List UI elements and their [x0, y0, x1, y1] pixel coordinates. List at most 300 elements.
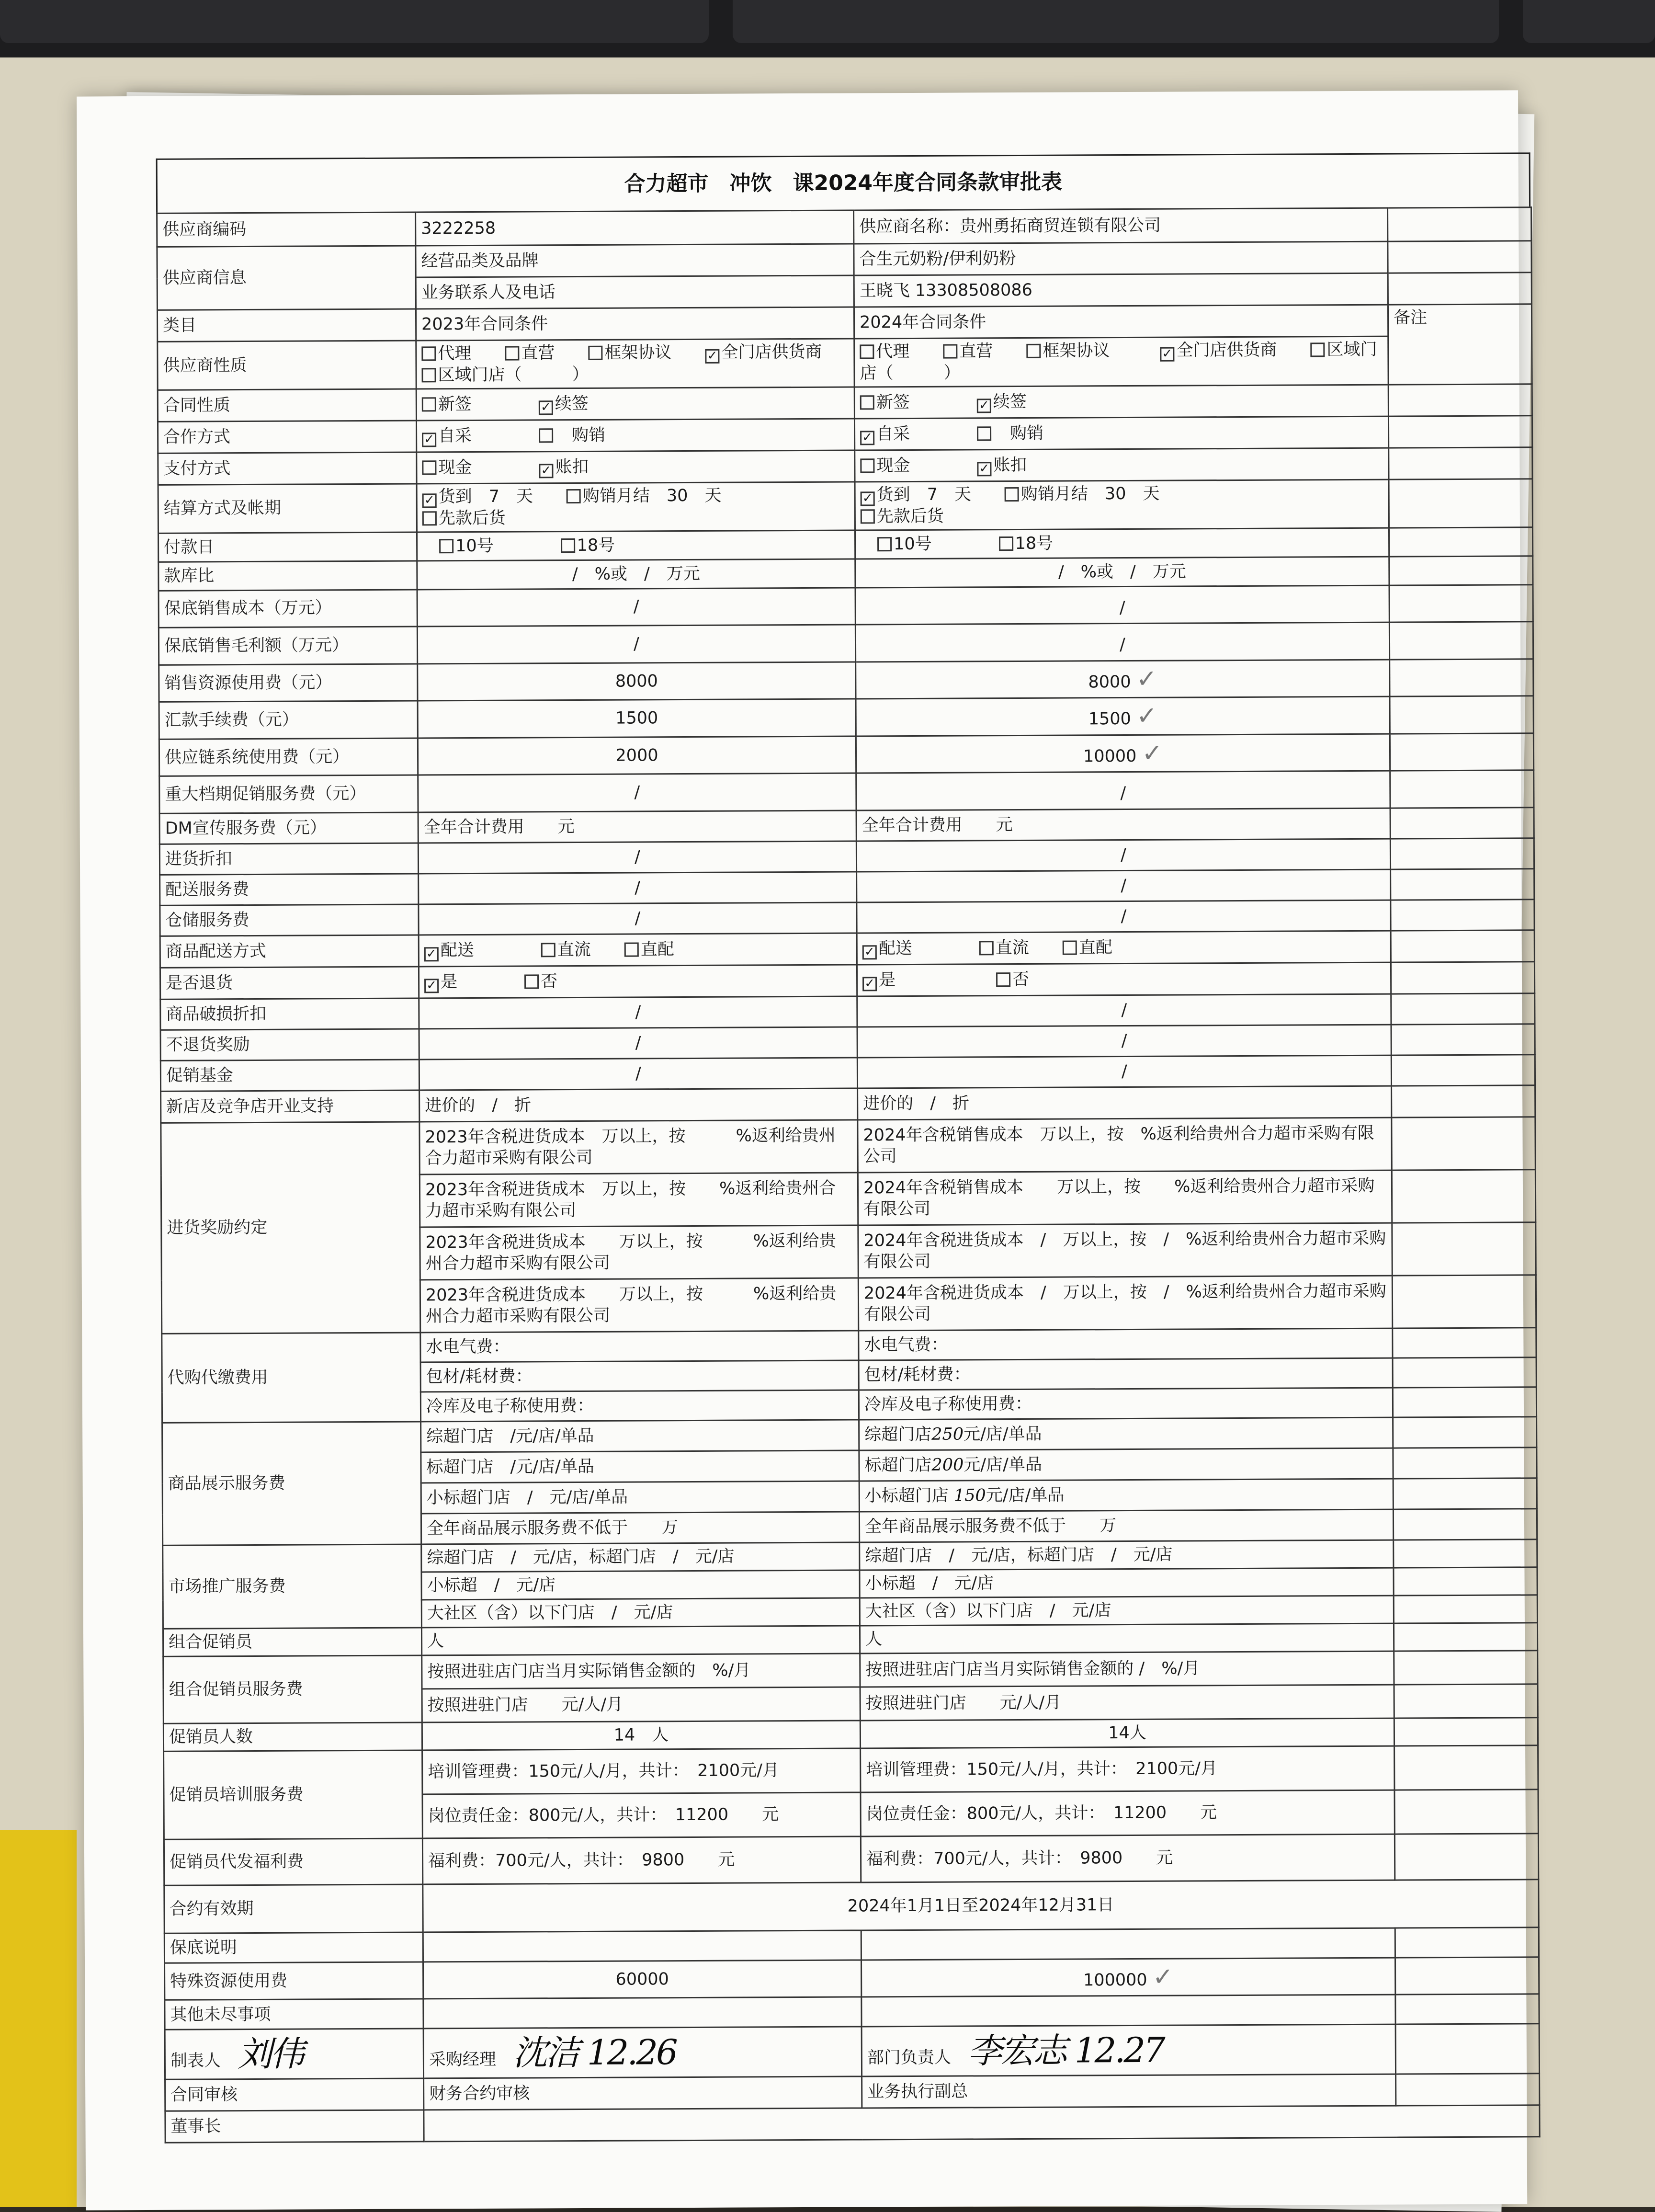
option-label: 全门店供货商: [1176, 341, 1277, 360]
checkbox[interactable]: [588, 346, 602, 360]
label-fee: 促销基金: [160, 1060, 419, 1091]
remark-cell: [1388, 416, 1532, 448]
header-2023: 2023年合同条件: [416, 307, 854, 341]
rebate-2023: 2023年含税进货成本 万以上，按 %返利给贵州合力超市采购有限公司: [419, 1120, 858, 1174]
checkbox[interactable]: [524, 974, 539, 989]
option-label: 直营: [521, 343, 555, 363]
row-returns: [160, 962, 1534, 1000]
value-2023: /: [418, 773, 856, 812]
checkbox[interactable]: [860, 458, 874, 473]
row-coop: [158, 416, 1532, 454]
option-label: 自采: [438, 426, 472, 445]
remark-cell: [1392, 1085, 1535, 1117]
remark-cell: [1395, 1957, 1539, 1995]
option-label: 现金: [438, 458, 472, 477]
display-text: 小标超门店: [865, 1486, 954, 1506]
welfare-2023: 福利费：700元/人，共计： 9800 元: [422, 1836, 861, 1884]
option-label: 直配: [641, 940, 674, 959]
row-promoter-fee: [163, 1651, 1538, 1690]
promoter-2023: 人: [421, 1626, 860, 1655]
checkbox-checked[interactable]: [705, 349, 719, 364]
check-mark-icon: ✓: [1136, 664, 1157, 693]
option-label: 区域门店（ ）: [438, 365, 589, 385]
remark-cell: [1390, 838, 1534, 869]
checkbox[interactable]: [422, 397, 436, 411]
checkbox-checked[interactable]: [861, 491, 875, 506]
training-2023: 岗位责任金：800元/人，共计： 11200 元: [422, 1792, 861, 1838]
row-nature: [158, 336, 1532, 390]
remark-cell: [1394, 1623, 1537, 1651]
label-other: 其他未尽事项: [165, 1999, 423, 2030]
remark-cell: [1388, 207, 1531, 241]
remark-cell: [1391, 962, 1534, 994]
remark-cell: [1389, 622, 1533, 660]
label-nature: 供应商性质: [158, 341, 416, 390]
value-2024: /: [857, 994, 1391, 1027]
remark-cell: [1394, 1790, 1538, 1834]
option-label: 购销月结 30 天: [583, 486, 722, 505]
row-fee: [159, 733, 1533, 776]
checkbox[interactable]: [877, 537, 892, 551]
label-new-store: 新店及竞争店开业支持: [161, 1090, 419, 1123]
label-training: 促销员培训服务费: [164, 1750, 423, 1839]
promoter-fee-2023: 按照进驻门店 元/人/月: [422, 1687, 860, 1722]
option-label: 续签: [555, 394, 589, 413]
new-store-2024: 进价的 / 折: [858, 1086, 1392, 1120]
market-2023: 小标超 / 元/店: [421, 1570, 860, 1600]
keyboard-background: [0, 0, 1655, 57]
remark-cell: [1394, 1718, 1538, 1746]
option-label: 18号: [1015, 534, 1054, 553]
option-label: 续签: [993, 392, 1027, 411]
remark-cell: [1390, 770, 1534, 808]
buyer-label: 采购经理: [429, 2050, 496, 2070]
option-label: 配送: [441, 941, 474, 960]
remark-cell: [1389, 479, 1532, 528]
remark-cell: [1391, 993, 1535, 1025]
option-label: 否: [1012, 970, 1029, 989]
remark-cell: [1393, 1448, 1537, 1479]
checkbox[interactable]: [977, 426, 991, 441]
approval-table: [156, 206, 1541, 2143]
checkbox-checked[interactable]: [424, 979, 439, 993]
checkbox[interactable]: [860, 395, 874, 410]
display-text: 元/店/单品: [964, 1425, 1042, 1444]
check-mark-icon: ✓: [1142, 739, 1163, 767]
rebate-2023: 2023年含税进货成本 万以上，按 %返利给贵州合力超市采购有限公司: [419, 1173, 858, 1227]
dept-signature: 李宏志 12.27: [968, 2030, 1164, 2071]
row-fee: [159, 584, 1533, 627]
checkbox[interactable]: [624, 942, 639, 957]
checkbox-checked[interactable]: [424, 947, 439, 961]
remark-cell: [1394, 1595, 1537, 1623]
option-label: 购销: [1010, 424, 1043, 443]
display-2023: 全年商品展示服务费不低于 万: [421, 1512, 859, 1544]
label-dm: DM宣传服务费（元）: [159, 812, 418, 844]
promoter-fee-2024: 按照进驻店门店当月实际销售金额的 / %/月: [860, 1651, 1394, 1687]
label-market: 市场推广服务费: [163, 1544, 422, 1629]
pay-day-2023: [417, 530, 855, 561]
checkbox[interactable]: [860, 344, 874, 359]
validity-value: 2024年1月1日至2024年12月31日: [423, 1880, 1539, 1932]
nature-2023: [416, 339, 854, 389]
remark-cell: [1392, 1117, 1535, 1170]
option-label: 货到 7 天: [439, 487, 533, 506]
label-stock-ratio: 款库比: [159, 561, 417, 591]
row-welfare: [164, 1834, 1538, 1886]
option-label: 购销: [572, 426, 605, 445]
checkbox[interactable]: [943, 344, 957, 359]
value-2023: /: [419, 872, 857, 904]
remark-cell: [1388, 384, 1532, 416]
chair-cell: [424, 2105, 1540, 2141]
row-sign-3: [165, 2105, 1540, 2143]
value-text: 10000: [1083, 747, 1137, 766]
remark-cell: [1395, 1927, 1539, 1958]
remark-cell: [1393, 1417, 1537, 1448]
option-label: 区域门店（ ）: [860, 340, 1377, 383]
value-2023: /: [417, 625, 855, 664]
checkbox-checked[interactable]: [862, 977, 877, 991]
value-2024: /: [857, 900, 1391, 933]
option-label: 直流: [996, 938, 1029, 958]
check-mark-icon: ✓: [1153, 1962, 1174, 1991]
label-guarantee: 保底说明: [164, 1932, 423, 1963]
checkbox[interactable]: [567, 489, 581, 503]
label-display: 商品展示服务费: [162, 1422, 421, 1545]
checkbox[interactable]: [1005, 487, 1019, 502]
display-text: 标超门店: [864, 1456, 931, 1475]
promoter-count-2024: 14人: [860, 1718, 1394, 1748]
rebate-2024: 2024年含税进货成本 / 万以上，按 / %返利给贵州合力超市采购有限公司: [858, 1223, 1392, 1278]
option-label: 10号: [894, 534, 932, 553]
training-2024: 岗位责任金：800元/人，共计： 11200 元: [861, 1790, 1394, 1836]
value-2024: [856, 660, 1390, 699]
proxy-2024: 包材/耗材费：: [859, 1358, 1393, 1390]
dm-2024: 全年合计费用 元: [856, 808, 1390, 841]
checkbox[interactable]: [421, 346, 436, 361]
proxy-2023: 冷库及电子称使用费：: [420, 1390, 859, 1422]
rebate-2023: 2023年含税进货成本 万以上，按 %返利给贵州合力超市采购有限公司: [420, 1225, 858, 1280]
vp-cell: 业务执行副总: [862, 2074, 1396, 2108]
yellow-object: [0, 1830, 77, 2207]
value-2023: /: [419, 996, 857, 1029]
market-2023: 大社区（含）以下门店 / 元/店: [421, 1598, 860, 1628]
option-label: 现金: [876, 456, 910, 475]
label-promoter: 组合促销员: [163, 1628, 421, 1656]
guarantee-2024: [861, 1928, 1395, 1960]
remark-cell: [1392, 1170, 1535, 1223]
label-chair: 董事长: [165, 2110, 424, 2143]
remark-cell: [1394, 1745, 1538, 1790]
checkbox[interactable]: [439, 539, 453, 553]
label-proxy: 代购代缴费用: [162, 1333, 421, 1423]
row-training: [164, 1745, 1538, 1796]
label-supplier-info: 供应商信息: [157, 246, 416, 310]
keyboard-key: [733, 0, 1499, 43]
checkbox-checked[interactable]: [539, 464, 553, 478]
supplier-name: 贵州勇拓商贸连锁有限公司: [960, 216, 1161, 236]
rebate-2024: 2024年含税销售成本 万以上，按 %返利给贵州合力超市采购有限公司: [858, 1170, 1392, 1225]
remark-cell: [1391, 869, 1534, 900]
remark-cell: [1389, 447, 1532, 479]
checkbox[interactable]: [996, 972, 1010, 987]
maker-label: 制表人: [170, 2052, 221, 2071]
option-label: 代理: [438, 344, 471, 363]
remark-cell: [1395, 1994, 1539, 2024]
check-mark-icon: ✓: [1136, 702, 1157, 730]
option-label: 新签: [438, 395, 472, 414]
header-2024: 2024年合同条件: [854, 305, 1388, 339]
value-contact: 王晓飞 13308508086: [854, 273, 1388, 307]
value-2024: [856, 734, 1390, 773]
contract-type-2023: [416, 387, 854, 421]
value-2024: [856, 696, 1390, 736]
remark-cell: [1391, 1024, 1535, 1055]
value-2024: [855, 622, 1389, 661]
label-pay-day: 付款日: [158, 532, 417, 562]
remark-cell: [1391, 930, 1534, 962]
row-special: [165, 1957, 1539, 2000]
value-2023: /: [419, 1058, 857, 1090]
handwritten-value: 150: [954, 1486, 986, 1505]
label-supplier-code: 供应商编码: [157, 212, 416, 247]
label-pay-method: 支付方式: [158, 452, 417, 485]
label-welfare: 促销员代发福利费: [164, 1838, 422, 1885]
row-sign-1: [165, 2024, 1539, 2079]
row-fee: [159, 622, 1533, 665]
display-2024: [859, 1479, 1393, 1512]
checkbox-checked[interactable]: [977, 399, 991, 413]
remark-cell: [1391, 1055, 1535, 1086]
label-contract-type: 合同性质: [158, 389, 416, 422]
option-label: 代理: [876, 342, 909, 361]
value-text: /: [1120, 784, 1126, 803]
checkbox[interactable]: [422, 460, 436, 475]
display-text: 综超门店: [864, 1425, 931, 1445]
option-label: 是: [879, 970, 896, 990]
special-value: 100000: [1083, 1971, 1147, 1990]
label-maker: [165, 2029, 423, 2079]
remark-cell: [1390, 733, 1533, 771]
market-2023: 综超门店 / 元/店，标超门店 / 元/店: [421, 1542, 860, 1572]
checkbox[interactable]: [561, 538, 575, 553]
remark-cell: [1393, 1357, 1536, 1388]
checkbox[interactable]: [1026, 344, 1041, 358]
value-supplier-code: 3222258: [416, 210, 854, 246]
label-delivery: 商品配送方式: [160, 935, 419, 968]
keyboard-key: [0, 0, 709, 43]
remark-cell: [1392, 1275, 1536, 1328]
remark-cell: [1394, 1834, 1538, 1880]
row-validity: [164, 1880, 1539, 1934]
checkbox-checked[interactable]: [977, 462, 991, 476]
row-delivery: [160, 930, 1534, 968]
label-fee: 不退货奖励: [160, 1029, 419, 1060]
label-fee: 保底销售成本（万元）: [159, 590, 417, 628]
display-text: 元/店/单品: [964, 1455, 1042, 1475]
option-label: 框架协议: [604, 343, 671, 363]
remark-cell: [1391, 900, 1534, 931]
checkbox-checked[interactable]: [539, 400, 553, 415]
checkbox-checked[interactable]: [422, 493, 437, 508]
label-returns: 是否退货: [160, 967, 419, 999]
rebate-2024: 2024年含税销售成本 万以上，按 %返利给贵州合力超市采购有限公司: [858, 1117, 1392, 1173]
checkbox-checked[interactable]: [860, 431, 874, 445]
welfare-2024: 福利费：700元/人，共计： 9800 元: [861, 1834, 1394, 1882]
value-2024: /: [857, 1025, 1391, 1058]
checkbox[interactable]: [421, 368, 436, 382]
proxy-2023: 水电气费：: [420, 1331, 859, 1362]
buyer-cell: [423, 2027, 862, 2078]
settle-2023: [417, 482, 855, 532]
returns-2024: [857, 962, 1391, 996]
remark-cell: [1389, 556, 1533, 585]
label-coop: 合作方式: [158, 421, 416, 453]
value-2023: 2000: [418, 736, 856, 775]
value-2023: 1500: [418, 699, 856, 738]
label-rebate: 进货奖励约定: [161, 1122, 420, 1334]
option-label: 是: [441, 972, 457, 992]
remark-cell: [1396, 2073, 1540, 2105]
other-2023: [423, 1997, 862, 2029]
remark-cell: [1390, 808, 1534, 839]
option-label: 购销月结 30 天: [1021, 484, 1160, 504]
checkbox-checked[interactable]: [1160, 347, 1174, 362]
stock-ratio-2024: / %或 / 万元: [855, 557, 1389, 588]
label-supplier-name: 供应商名称：: [859, 217, 960, 237]
remark-cell: [1393, 1387, 1536, 1417]
form-content: [156, 152, 1539, 2143]
option-label: 框架协议: [1043, 341, 1110, 361]
maker-signature: 刘伟: [238, 2034, 303, 2075]
label-fee: 配送服务费: [160, 874, 419, 905]
promoter-count-2023: 14 人: [422, 1721, 860, 1750]
value-brand: 合生元奶粉/伊利奶粉: [854, 241, 1388, 275]
option-label: 18号: [577, 536, 615, 555]
value-2023: /: [419, 1027, 857, 1060]
display-2024: 全年商品展示服务费不低于 万: [859, 1509, 1393, 1542]
value-text: /: [1120, 635, 1125, 654]
remark-cell: [1389, 527, 1532, 556]
label-fee: 汇款手续费（元）: [159, 701, 418, 739]
checkbox-checked[interactable]: [862, 945, 877, 959]
checkbox[interactable]: [422, 511, 437, 525]
checkbox[interactable]: [1063, 940, 1077, 955]
option-label: 直流: [557, 940, 591, 959]
checkbox[interactable]: [999, 536, 1013, 551]
settle-2024: [855, 479, 1389, 530]
row-pay-method: [158, 447, 1532, 485]
guarantee-2023: [423, 1930, 861, 1962]
option-label: 配送: [879, 939, 912, 958]
row-rebate: [161, 1117, 1535, 1176]
new-store-2023: 进价的 / 折: [419, 1088, 858, 1122]
checkbox[interactable]: [861, 509, 875, 524]
row-supplier-code: [157, 207, 1531, 247]
label-fee: 进货折扣: [159, 843, 418, 875]
remark-cell: [1388, 241, 1531, 273]
remark-cell: [1394, 1684, 1538, 1718]
handwritten-value: 250: [931, 1425, 964, 1444]
label-fee: 重大档期促销服务费（元）: [159, 775, 418, 813]
option-label: 货到 7 天: [877, 485, 971, 504]
option-label: 全门店供货商: [721, 342, 822, 362]
option-label: 账扣: [993, 456, 1027, 475]
value-2024: [855, 585, 1389, 625]
option-label: 10号: [455, 536, 494, 555]
checkbox[interactable]: [541, 943, 555, 957]
label-fee: 供应链系统使用费（元）: [159, 738, 418, 776]
display-2024: [859, 1448, 1393, 1481]
stock-ratio-2023: / %或 / 万元: [417, 559, 855, 590]
training-2023: 培训管理费：150元/人/月，共计： 2100元/月: [422, 1748, 861, 1794]
contract-form-sheet: [77, 90, 1527, 2210]
row-fee: [159, 770, 1534, 813]
remark-cell: [1395, 2024, 1539, 2074]
value-text: 8000: [1088, 673, 1131, 692]
row-sign-2: [165, 2073, 1540, 2111]
nature-2024: [854, 336, 1388, 387]
row-new-store: [161, 1085, 1535, 1123]
value-text: /: [1120, 598, 1125, 617]
remark-cell: [1392, 1222, 1536, 1276]
value-2023: /: [418, 841, 856, 874]
coop-2024: [854, 416, 1388, 450]
option-label: 账扣: [555, 457, 589, 477]
promoter-fee-2024: 按照进驻门店 元/人/月: [860, 1685, 1394, 1721]
value-2024: /: [857, 869, 1391, 902]
value-supplier-name: [854, 208, 1388, 244]
row-fee: [159, 696, 1533, 739]
market-2024: 大社区（含）以下门店 / 元/店: [860, 1596, 1394, 1626]
row-settle: [158, 479, 1532, 533]
row-brand: [157, 241, 1531, 279]
label-validity: 合约有效期: [164, 1884, 423, 1933]
row-contract-type: [158, 384, 1532, 422]
market-2024: 小标超 / 元/店: [860, 1568, 1394, 1598]
checkbox[interactable]: [505, 346, 519, 361]
other-2024: [862, 1995, 1395, 2027]
display-text: 元/店/单品: [986, 1486, 1065, 1505]
buyer-signature: 沈洁 12.26: [513, 2032, 676, 2073]
checkbox-checked[interactable]: [422, 433, 436, 447]
value-2023: 8000: [418, 662, 856, 701]
remark-cell: [1390, 659, 1533, 696]
value-2024: [856, 771, 1390, 810]
label-settle: 结算方式及帐期: [158, 484, 417, 533]
header-remark: 备注: [1388, 304, 1532, 385]
checkbox[interactable]: [539, 428, 553, 443]
remark-cell: [1388, 273, 1531, 305]
checkbox[interactable]: [979, 941, 994, 955]
proxy-2024: 冷库及电子称使用费：: [859, 1388, 1393, 1420]
option-label: 先款后货: [877, 506, 944, 526]
option-label: 直营: [959, 342, 993, 361]
dept-label: 部门负责人: [867, 2048, 951, 2068]
handwritten-value: 200: [931, 1455, 964, 1474]
pay-method-2024: [855, 448, 1389, 482]
proxy-2024: 水电气费：: [859, 1328, 1393, 1360]
contract-type-2024: [854, 385, 1388, 419]
proxy-2023: 包材/耗材费：: [420, 1360, 859, 1392]
value-2024: /: [856, 839, 1390, 872]
remark-cell: [1393, 1328, 1536, 1358]
rebate-2023: 2023年含税进货成本 万以上，按 %返利给贵州合力超市采购有限公司: [420, 1278, 858, 1333]
label-promoter-fee: 组合促销员服务费: [163, 1655, 422, 1723]
checkbox[interactable]: [1310, 342, 1325, 357]
option-label: 否: [541, 972, 557, 991]
